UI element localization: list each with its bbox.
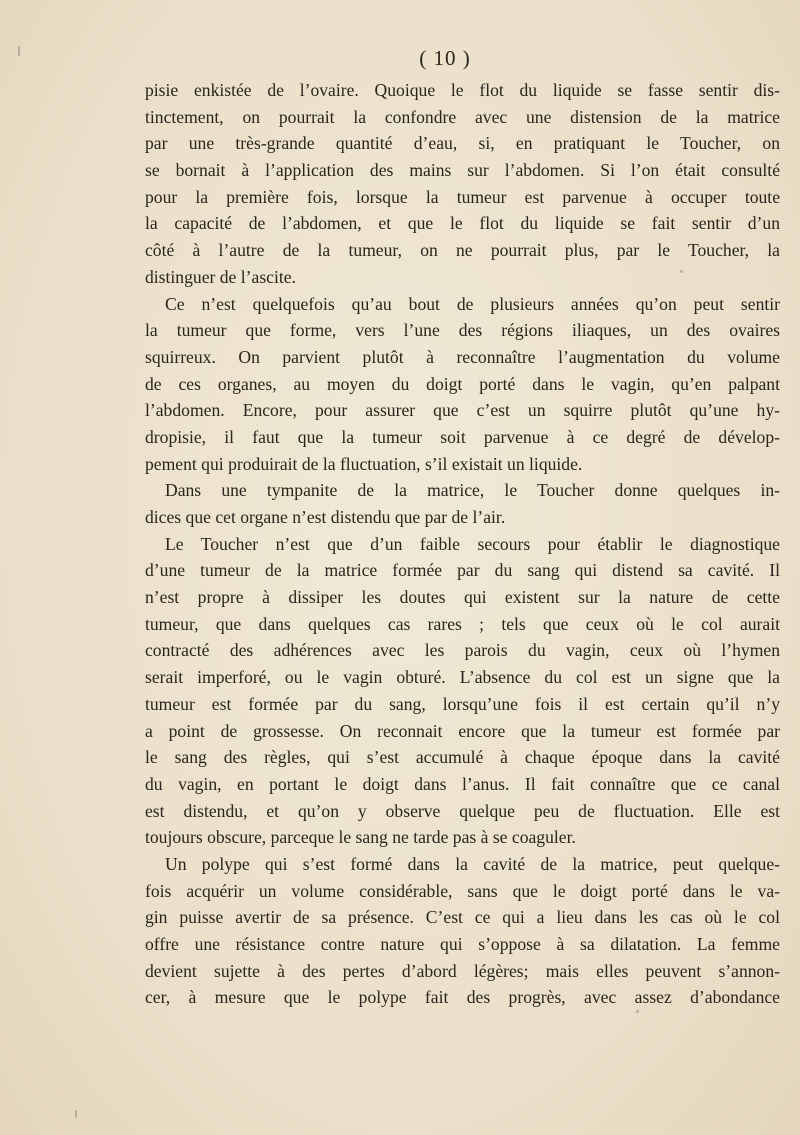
body-text xyxy=(145,77,780,1011)
text-line: Ce n’est quelquefois qu’au bout de plusieurs années qu’on peut sentir xyxy=(165,293,780,314)
text-line: offre une résistance contre nature qui s’oppose à sa dilatation. La femme xyxy=(145,934,780,954)
paper-speck xyxy=(636,1010,639,1013)
text-line: l’abdomen. Encore, pour assurer que c’est un squirre plutôt qu’une hy- xyxy=(145,400,780,421)
text-line: cer, à mesure que le polype fait des progrès, avec assez d’abondance xyxy=(145,987,780,1008)
paper-speck xyxy=(75,1110,77,1118)
text-line: devient sujette à des pertes d’abord légères; mais elles peuvent s’annon- xyxy=(145,960,780,981)
text-line: gin puisse avertir de sa présence. C’est ce qui a lieu dans les cas où le col xyxy=(145,907,780,928)
text-line: pour la première fois, lorsque la tumeur est parvenue à occuper toute xyxy=(145,186,780,207)
text-line: squirreux. On parvient plutôt à reconnaître l’augmentation du volume xyxy=(145,346,780,367)
paragraph-end-line: distinguer de l’ascite. xyxy=(145,266,296,287)
text-line: Dans une tympanite de la matrice, le Toucher donne quelques in- xyxy=(165,480,780,501)
text-line: dropisie, il faut que la tumeur soit parvenue à ce degré de dévelop- xyxy=(145,426,780,447)
text-line: Le Toucher n’est que d’un faible secours pour établir le diagnostique xyxy=(165,533,780,554)
text-line: est distendu, et qu’on y observe quelque peu de fluctuation. Elle est xyxy=(145,800,780,821)
text-line: fois acquérir un volume considérable, sans que le doigt porté dans le va- xyxy=(145,880,780,901)
paper-speck xyxy=(18,46,20,56)
paragraph-end-line: toujours obscure, parceque le sang ne tarde pas à se coaguler. xyxy=(145,827,576,848)
text-line: côté à l’autre de la tumeur, on ne pourrait plus, par le Toucher, la xyxy=(145,240,780,261)
text-line: contracté des adhérences avec les parois du vagin, ceux où l’hymen xyxy=(145,640,780,661)
text-line: du vagin, en portant le doigt dans l’anus. Il fait connaître que ce canal xyxy=(145,773,780,794)
text-line: de ces organes, au moyen du doigt porté dans le vagin, qu’en palpant xyxy=(145,373,780,394)
text-line: tinctement, on pourrait la confondre avec une distension de la matrice xyxy=(145,106,780,127)
text-line: Un polype qui s’est formé dans la cavité de la matrice, peut quelque- xyxy=(165,853,780,874)
text-line: la capacité de l’abdomen, et que le flot du liquide se fait sentir d’un xyxy=(145,213,780,234)
text-line: pisie enkistée de l’ovaire. Quoique le flot du liquide se fasse sentir dis- xyxy=(145,80,780,100)
text-line: a point de grossesse. On reconnait encore que la tumeur est formée par xyxy=(145,720,780,741)
text-line: n’est propre à dissiper les doutes qui existent sur la nature de cette xyxy=(145,587,780,608)
text-line: d’une tumeur de la matrice formée par du sang qui distend sa cavité. Il xyxy=(145,560,780,581)
text-line: se bornait à l’application des mains sur l’abdomen. Si l’on était consulté xyxy=(145,160,780,181)
text-line: la tumeur que forme, vers l’une des régions iliaques, un des ovaires xyxy=(145,320,780,341)
text-line: par une très-grande quantité d’eau, si, en pratiquant le Toucher, on xyxy=(145,133,780,154)
paragraph-end-line: pement qui produirait de la fluctuation, s’il existait un liquide. xyxy=(145,453,583,474)
text-line: tumeur est formée par du sang, lorsqu’une fois il est certain qu’il n’y xyxy=(145,693,780,714)
page-number: ( 10 ) xyxy=(419,46,471,70)
text-line: serait imperforé, ou le vagin obturé. L’absence du col est un signe que la xyxy=(145,667,780,688)
text-line: le sang des règles, qui s’est accumulé à chaque époque dans la cavité xyxy=(145,747,780,768)
text-line: tumeur, que dans quelques cas rares ; tels que ceux où le col aurait xyxy=(145,613,780,634)
paper-speck xyxy=(680,270,683,273)
paragraph-end-line: dices que cet organe n’est distendu que par de l’air. xyxy=(145,507,506,527)
